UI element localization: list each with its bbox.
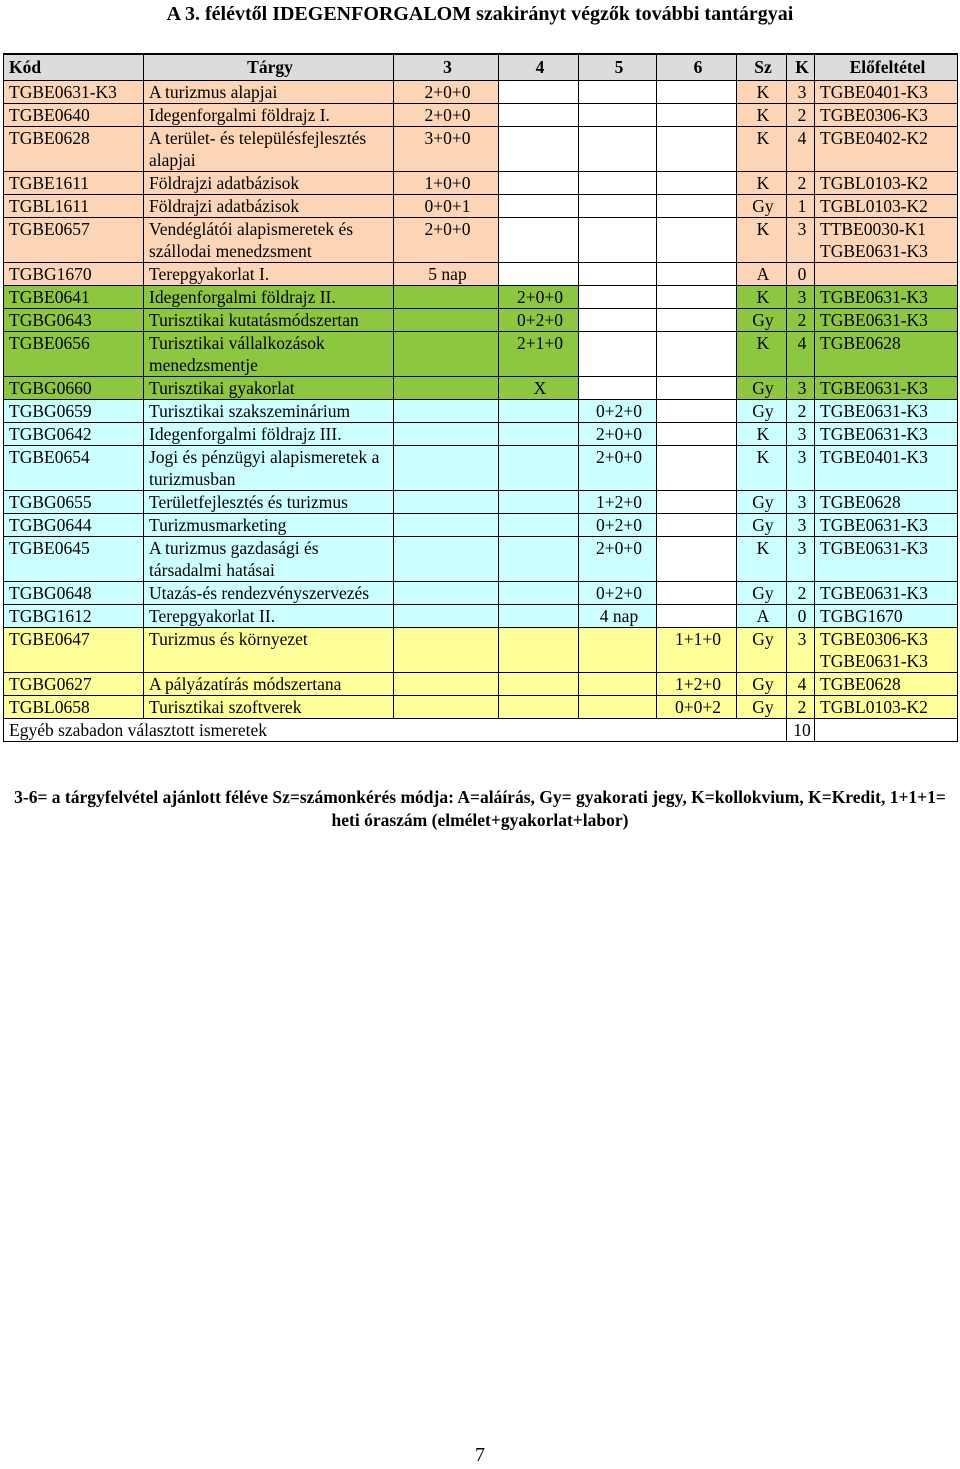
table-row: [4, 331, 958, 376]
header-sz: Sz: [737, 54, 787, 80]
cell-targy: Turisztikai szakszeminárium: [144, 399, 394, 422]
table-row: [4, 308, 958, 331]
cell-semester-5: [579, 285, 657, 308]
cell-semester-4: [499, 422, 579, 445]
cell-k: 4: [787, 672, 815, 695]
cell-semester-6: [657, 285, 737, 308]
cell-semester-6: [657, 581, 737, 604]
cell-k: 3: [787, 490, 815, 513]
cell-targy: Földrajzi adatbázisok: [144, 194, 394, 217]
cell-elofeltetel: TGBE0631-K3: [815, 513, 958, 536]
cell-k: 3: [787, 80, 815, 103]
table-row: [4, 80, 958, 103]
cell-semester-4: [499, 536, 579, 581]
cell-k: 3: [787, 627, 815, 672]
cell-semester-5: [579, 103, 657, 126]
cell-semester-5: [579, 194, 657, 217]
cell-targy: Turisztikai kutatásmódszertan: [144, 308, 394, 331]
cell-semester-6: [657, 80, 737, 103]
cell-semester-5: [579, 331, 657, 376]
cell-semester-4: [499, 217, 579, 262]
cell-semester-4: [499, 80, 579, 103]
cell-elofeltetel: TGBE0306-K3: [815, 103, 958, 126]
table-row: [4, 513, 958, 536]
header-semester-4: 4: [499, 54, 579, 80]
cell-semester-4: [499, 513, 579, 536]
cell-kod: TGBL0658: [4, 695, 144, 718]
cell-semester-6: 0+0+2: [657, 695, 737, 718]
cell-targy: Turizmusmarketing: [144, 513, 394, 536]
cell-elofeltetel: TGBE0628: [815, 672, 958, 695]
course-table: [3, 53, 958, 742]
cell-semester-5: [579, 171, 657, 194]
cell-sz: K: [737, 126, 787, 171]
cell-semester-4: [499, 490, 579, 513]
cell-sz: Gy: [737, 194, 787, 217]
cell-k: 2: [787, 695, 815, 718]
table-row-other-electives: [4, 718, 958, 741]
cell-targy: Turizmus és környezet: [144, 627, 394, 672]
cell-semester-5: 2+0+0: [579, 445, 657, 490]
cell-semester-5: 0+2+0: [579, 513, 657, 536]
cell-semester-4: [499, 126, 579, 171]
table-row: [4, 376, 958, 399]
table-row: [4, 536, 958, 581]
cell-targy: A pályázatírás módszertana: [144, 672, 394, 695]
cell-semester-3: 1+0+0: [394, 171, 499, 194]
cell-semester-6: [657, 536, 737, 581]
cell-elofeltetel: [815, 262, 958, 285]
cell-semester-4: X: [499, 376, 579, 399]
cell-elofeltetel: TGBE0401-K3: [815, 445, 958, 490]
cell-targy: Terepgyakorlat I.: [144, 262, 394, 285]
cell-semester-3: [394, 627, 499, 672]
cell-kod: TGBE0641: [4, 285, 144, 308]
cell-semester-3: [394, 285, 499, 308]
cell-sz: K: [737, 285, 787, 308]
cell-semester-3: [394, 672, 499, 695]
cell-sz: Gy: [737, 672, 787, 695]
cell-semester-3: [394, 308, 499, 331]
cell-semester-6: [657, 422, 737, 445]
cell-semester-3: 5 nap: [394, 262, 499, 285]
cell-semester-5: 0+2+0: [579, 399, 657, 422]
cell-semester-4: [499, 581, 579, 604]
cell-kod: TGBG1612: [4, 604, 144, 627]
table-row: [4, 194, 958, 217]
cell-targy: A turizmus gazdasági és társadalmi hatásai: [144, 536, 394, 581]
cell-sz: Gy: [737, 513, 787, 536]
cell-semester-3: [394, 513, 499, 536]
cell-semester-4: [499, 604, 579, 627]
table-row: [4, 672, 958, 695]
cell-sz: K: [737, 331, 787, 376]
cell-semester-5: [579, 695, 657, 718]
cell-semester-5: 1+2+0: [579, 490, 657, 513]
cell-k: 2: [787, 399, 815, 422]
cell-elofeltetel: TGBL0103-K2: [815, 171, 958, 194]
table-row: [4, 126, 958, 171]
page-title: A 3. félévtől IDEGENFORGALOM szakirányt végzők további tantárgyai: [166, 3, 794, 25]
header-semester-5: 5: [579, 54, 657, 80]
cell-sz: Gy: [737, 399, 787, 422]
cell-elofeltetel: TGBL0103-K2: [815, 194, 958, 217]
cell-semester-3: 2+0+0: [394, 217, 499, 262]
cell-semester-3: [394, 581, 499, 604]
cell-semester-4: 2+1+0: [499, 331, 579, 376]
cell-kod: TGBE0654: [4, 445, 144, 490]
cell-targy: Jogi és pénzügyi alapismeretek a turizmusban: [144, 445, 394, 490]
cell-elofeltetel: TGBE0401-K3: [815, 80, 958, 103]
cell-semester-5: [579, 262, 657, 285]
cell-k: 2: [787, 581, 815, 604]
cell-kod: TGBL1611: [4, 194, 144, 217]
cell-sz: Gy: [737, 581, 787, 604]
cell-sz: K: [737, 536, 787, 581]
cell-elofeltetel: TGBE0631-K3: [815, 376, 958, 399]
cell-semester-4: [499, 627, 579, 672]
table-row: [4, 695, 958, 718]
footnote: 3-6= a tárgyfelvétel ajánlott féléve Sz=számonkérés módja: A=aláírás, Gy= gyakorati jegy, K=kollokvium, K=Kredit, 1+1+1= heti óraszám (elmélet+gyakorlat+labor): [14, 787, 946, 830]
table-row: [4, 445, 958, 490]
cell-semester-4: [499, 171, 579, 194]
cell-semester-3: [394, 331, 499, 376]
cell-k: 2: [787, 308, 815, 331]
cell-kod: TGBG0659: [4, 399, 144, 422]
cell-targy: Terepgyakorlat II.: [144, 604, 394, 627]
table-row: [4, 171, 958, 194]
cell-elofeltetel: TGBE0631-K3: [815, 422, 958, 445]
cell-targy: A turizmus alapjai: [144, 80, 394, 103]
cell-k: 3: [787, 217, 815, 262]
cell-semester-3: 3+0+0: [394, 126, 499, 171]
cell-kod: TGBG0643: [4, 308, 144, 331]
cell-sz: Gy: [737, 695, 787, 718]
cell-k: 3: [787, 422, 815, 445]
cell-semester-6: [657, 399, 737, 422]
cell-kod: TGBE0656: [4, 331, 144, 376]
table-body: [4, 80, 958, 741]
cell-semester-5: 0+2+0: [579, 581, 657, 604]
cell-semester-5: [579, 672, 657, 695]
cell-semester-6: 1+2+0: [657, 672, 737, 695]
cell-kod: TGBE0657: [4, 217, 144, 262]
cell-semester-6: [657, 217, 737, 262]
header-semester-3: 3: [394, 54, 499, 80]
cell-semester-3: [394, 445, 499, 490]
table-row: [4, 604, 958, 627]
cell-elofeltetel: TTBE0030-K1 TGBE0631-K3: [815, 217, 958, 262]
cell-targy: Idegenforgalmi földrajz II.: [144, 285, 394, 308]
cell-kod: TGBE0647: [4, 627, 144, 672]
cell-k: 3: [787, 536, 815, 581]
cell-semester-3: [394, 376, 499, 399]
cell-k: 4: [787, 126, 815, 171]
cell-elofeltetel: TGBE0631-K3: [815, 308, 958, 331]
cell-semester-6: [657, 376, 737, 399]
header-semester-6: 6: [657, 54, 737, 80]
cell-kod: TGBG0627: [4, 672, 144, 695]
cell-targy: Idegenforgalmi földrajz III.: [144, 422, 394, 445]
cell-kod: TGBG0644: [4, 513, 144, 536]
cell-kod: TGBE0631-K3: [4, 80, 144, 103]
header-targy: Tárgy: [144, 54, 394, 80]
cell-kod: TGBG0660: [4, 376, 144, 399]
cell-elofeltetel: TGBE0631-K3: [815, 285, 958, 308]
cell-semester-4: [499, 445, 579, 490]
cell-semester-3: [394, 695, 499, 718]
cell-sz: K: [737, 422, 787, 445]
cell-k: 3: [787, 445, 815, 490]
cell-semester-3: [394, 399, 499, 422]
cell-semester-6: 1+1+0: [657, 627, 737, 672]
cell-targy: Területfejlesztés és turizmus: [144, 490, 394, 513]
cell-semester-4: 0+2+0: [499, 308, 579, 331]
cell-semester-5: [579, 217, 657, 262]
cell-semester-3: 2+0+0: [394, 80, 499, 103]
cell-elofeltetel: TGBE0631-K3: [815, 581, 958, 604]
cell-k: 3: [787, 513, 815, 536]
cell-sz: A: [737, 604, 787, 627]
cell-k: 4: [787, 331, 815, 376]
cell-semester-4: [499, 672, 579, 695]
cell-semester-6: [657, 262, 737, 285]
table-row: [4, 262, 958, 285]
cell-targy: Földrajzi adatbázisok: [144, 171, 394, 194]
table-header-row: [4, 54, 958, 80]
cell-sz: K: [737, 171, 787, 194]
cell-semester-5: [579, 80, 657, 103]
cell-semester-3: [394, 422, 499, 445]
cell-other-electives-credit: 10: [787, 718, 815, 741]
cell-sz: K: [737, 445, 787, 490]
cell-elofeltetel: TGBE0628: [815, 490, 958, 513]
cell-semester-6: [657, 308, 737, 331]
cell-kod: TGBE0640: [4, 103, 144, 126]
cell-kod: TGBG1670: [4, 262, 144, 285]
cell-kod: TGBG0655: [4, 490, 144, 513]
cell-semester-4: [499, 194, 579, 217]
header-kod: Kód: [4, 54, 144, 80]
cell-k: 3: [787, 376, 815, 399]
cell-elofeltetel: TGBE0402-K2: [815, 126, 958, 171]
cell-elofeltetel: TGBE0631-K3: [815, 399, 958, 422]
cell-other-electives-label: Egyéb szabadon választott ismeretek: [4, 718, 787, 741]
cell-sz: A: [737, 262, 787, 285]
cell-sz: Gy: [737, 308, 787, 331]
cell-elofeltetel: TGBE0631-K3: [815, 536, 958, 581]
cell-semester-5: 2+0+0: [579, 422, 657, 445]
cell-targy: Turisztikai szoftverek: [144, 695, 394, 718]
table-row: [4, 627, 958, 672]
cell-semester-6: [657, 490, 737, 513]
header-k: K: [787, 54, 815, 80]
cell-semester-6: [657, 604, 737, 627]
cell-semester-4: [499, 262, 579, 285]
cell-elofeltetel: TGBG1670: [815, 604, 958, 627]
cell-semester-6: [657, 331, 737, 376]
table-row: [4, 217, 958, 262]
cell-elofeltetel: TGBE0628: [815, 331, 958, 376]
page-number: 7: [475, 1444, 485, 1466]
table-row: [4, 285, 958, 308]
cell-sz: K: [737, 103, 787, 126]
cell-semester-3: 0+0+1: [394, 194, 499, 217]
cell-semester-6: [657, 194, 737, 217]
cell-k: 3: [787, 285, 815, 308]
cell-sz: K: [737, 217, 787, 262]
cell-targy: Utazás-és rendezvényszervezés: [144, 581, 394, 604]
cell-k: 1: [787, 194, 815, 217]
table-row: [4, 490, 958, 513]
cell-elofeltetel: TGBE0306-K3 TGBE0631-K3: [815, 627, 958, 672]
cell-semester-4: [499, 399, 579, 422]
cell-semester-6: [657, 103, 737, 126]
cell-kod: TGBG0642: [4, 422, 144, 445]
header-elofeltetel: Előfeltétel: [815, 54, 958, 80]
cell-semester-6: [657, 171, 737, 194]
cell-semester-4: 2+0+0: [499, 285, 579, 308]
cell-targy: A terület- és településfejlesztés alapjai: [144, 126, 394, 171]
cell-semester-6: [657, 445, 737, 490]
cell-semester-3: [394, 604, 499, 627]
table-row: [4, 399, 958, 422]
cell-sz: Gy: [737, 627, 787, 672]
cell-sz: K: [737, 80, 787, 103]
cell-k: 0: [787, 604, 815, 627]
cell-kod: TGBE0645: [4, 536, 144, 581]
cell-targy: Turisztikai gyakorlat: [144, 376, 394, 399]
table-row: [4, 422, 958, 445]
cell-sz: Gy: [737, 376, 787, 399]
cell-semester-6: [657, 126, 737, 171]
cell-semester-5: 2+0+0: [579, 536, 657, 581]
cell-semester-4: [499, 103, 579, 126]
cell-elofeltetel: TGBL0103-K2: [815, 695, 958, 718]
cell-k: 2: [787, 103, 815, 126]
cell-semester-5: [579, 627, 657, 672]
cell-semester-5: [579, 308, 657, 331]
cell-semester-6: [657, 513, 737, 536]
cell-semester-5: [579, 126, 657, 171]
cell-semester-3: [394, 536, 499, 581]
cell-semester-3: 2+0+0: [394, 103, 499, 126]
cell-semester-4: [499, 695, 579, 718]
cell-other-electives-prereq: [815, 718, 958, 741]
cell-semester-5: [579, 376, 657, 399]
cell-k: 2: [787, 171, 815, 194]
cell-targy: Idegenforgalmi földrajz I.: [144, 103, 394, 126]
cell-targy: Vendéglátói alapismeretek és szállodai menedzsment: [144, 217, 394, 262]
cell-kod: TGBE1611: [4, 171, 144, 194]
cell-sz: Gy: [737, 490, 787, 513]
cell-semester-3: [394, 490, 499, 513]
cell-kod: TGBG0648: [4, 581, 144, 604]
table-row: [4, 581, 958, 604]
cell-semester-5: 4 nap: [579, 604, 657, 627]
table-row: [4, 103, 958, 126]
cell-kod: TGBE0628: [4, 126, 144, 171]
cell-targy: Turisztikai vállalkozások menedzsmentje: [144, 331, 394, 376]
cell-k: 0: [787, 262, 815, 285]
